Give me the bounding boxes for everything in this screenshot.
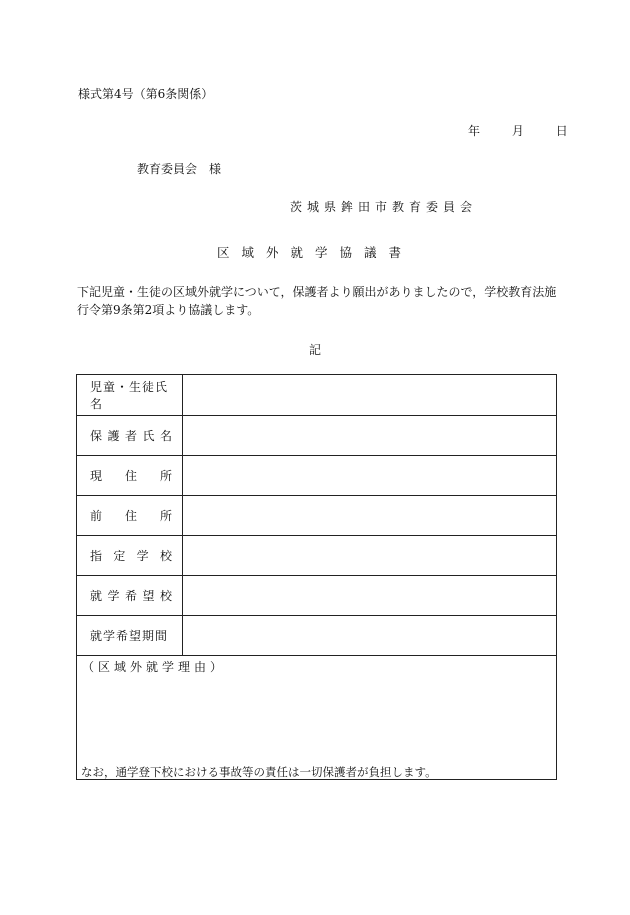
ki-heading: 記 bbox=[308, 343, 321, 357]
row-previous-address bbox=[77, 495, 556, 536]
label-char: 住 bbox=[124, 468, 137, 483]
sender: 茨城県鉾田市教育委員会 bbox=[290, 200, 478, 214]
desired-period-field[interactable] bbox=[184, 615, 556, 655]
label-char: 学 bbox=[107, 588, 120, 603]
label-char: 定 bbox=[113, 548, 126, 563]
label-char: 名 bbox=[159, 428, 172, 443]
current-address-field[interactable] bbox=[184, 455, 556, 495]
addressee: 教育委員会 様 bbox=[137, 162, 222, 176]
date-month: 月 bbox=[511, 124, 524, 138]
reason-label: （区域外就学理由） bbox=[82, 660, 227, 674]
label-cell bbox=[77, 415, 183, 455]
row-guardian-name bbox=[77, 415, 556, 456]
liability-note: なお，通学登下校における事故等の責任は一切保護者が負担します。 bbox=[81, 765, 437, 779]
label-char: 校 bbox=[159, 548, 172, 563]
form-number: 様式第4号（第6条関係） bbox=[78, 87, 214, 101]
row-label: 就学希望期間 bbox=[90, 628, 169, 643]
label-char: 氏 bbox=[142, 428, 155, 443]
previous-address-field[interactable] bbox=[184, 495, 556, 535]
label-cell bbox=[77, 455, 183, 495]
date-day: 日 bbox=[555, 124, 568, 138]
label-char: 住 bbox=[124, 508, 137, 523]
date-line bbox=[468, 122, 568, 139]
date-year: 年 bbox=[468, 124, 481, 138]
label-cell bbox=[77, 575, 183, 615]
body-text: 下記児童・生徒の区域外就学について，保護者より願出がありましたので，学校教育法施行令第9条第2項より協議します。 bbox=[77, 285, 557, 317]
label-char: 指 bbox=[90, 548, 103, 563]
row-label: 児童・生徒氏名 bbox=[90, 380, 169, 411]
label-cell bbox=[77, 495, 183, 535]
form-table bbox=[76, 374, 557, 780]
guardian-name-field[interactable] bbox=[184, 415, 556, 455]
label-char: 所 bbox=[159, 468, 172, 483]
label-char: 者 bbox=[124, 428, 137, 443]
document-title: 区域外就学協議書 bbox=[216, 245, 413, 260]
label-char: 校 bbox=[159, 588, 172, 603]
label-char: 保 bbox=[90, 428, 103, 443]
label-char: 望 bbox=[142, 588, 155, 603]
label-char: 希 bbox=[124, 588, 137, 603]
row-student-name bbox=[77, 375, 556, 416]
row-desired-period bbox=[77, 615, 556, 656]
label-char: 所 bbox=[159, 508, 172, 523]
label-char: 現 bbox=[90, 468, 103, 483]
row-designated-school bbox=[77, 535, 556, 576]
row-desired-school bbox=[77, 575, 556, 616]
reason-field[interactable] bbox=[77, 655, 556, 779]
label-cell bbox=[77, 615, 183, 655]
row-current-address bbox=[77, 455, 556, 496]
label-cell bbox=[77, 535, 183, 575]
desired-school-field[interactable] bbox=[184, 575, 556, 615]
label-cell bbox=[77, 375, 183, 415]
label-char: 前 bbox=[90, 508, 103, 523]
label-char: 護 bbox=[107, 428, 120, 443]
label-char: 学 bbox=[136, 548, 149, 563]
label-char: 就 bbox=[90, 588, 103, 603]
student-name-field[interactable] bbox=[184, 375, 556, 415]
designated-school-field[interactable] bbox=[184, 535, 556, 575]
